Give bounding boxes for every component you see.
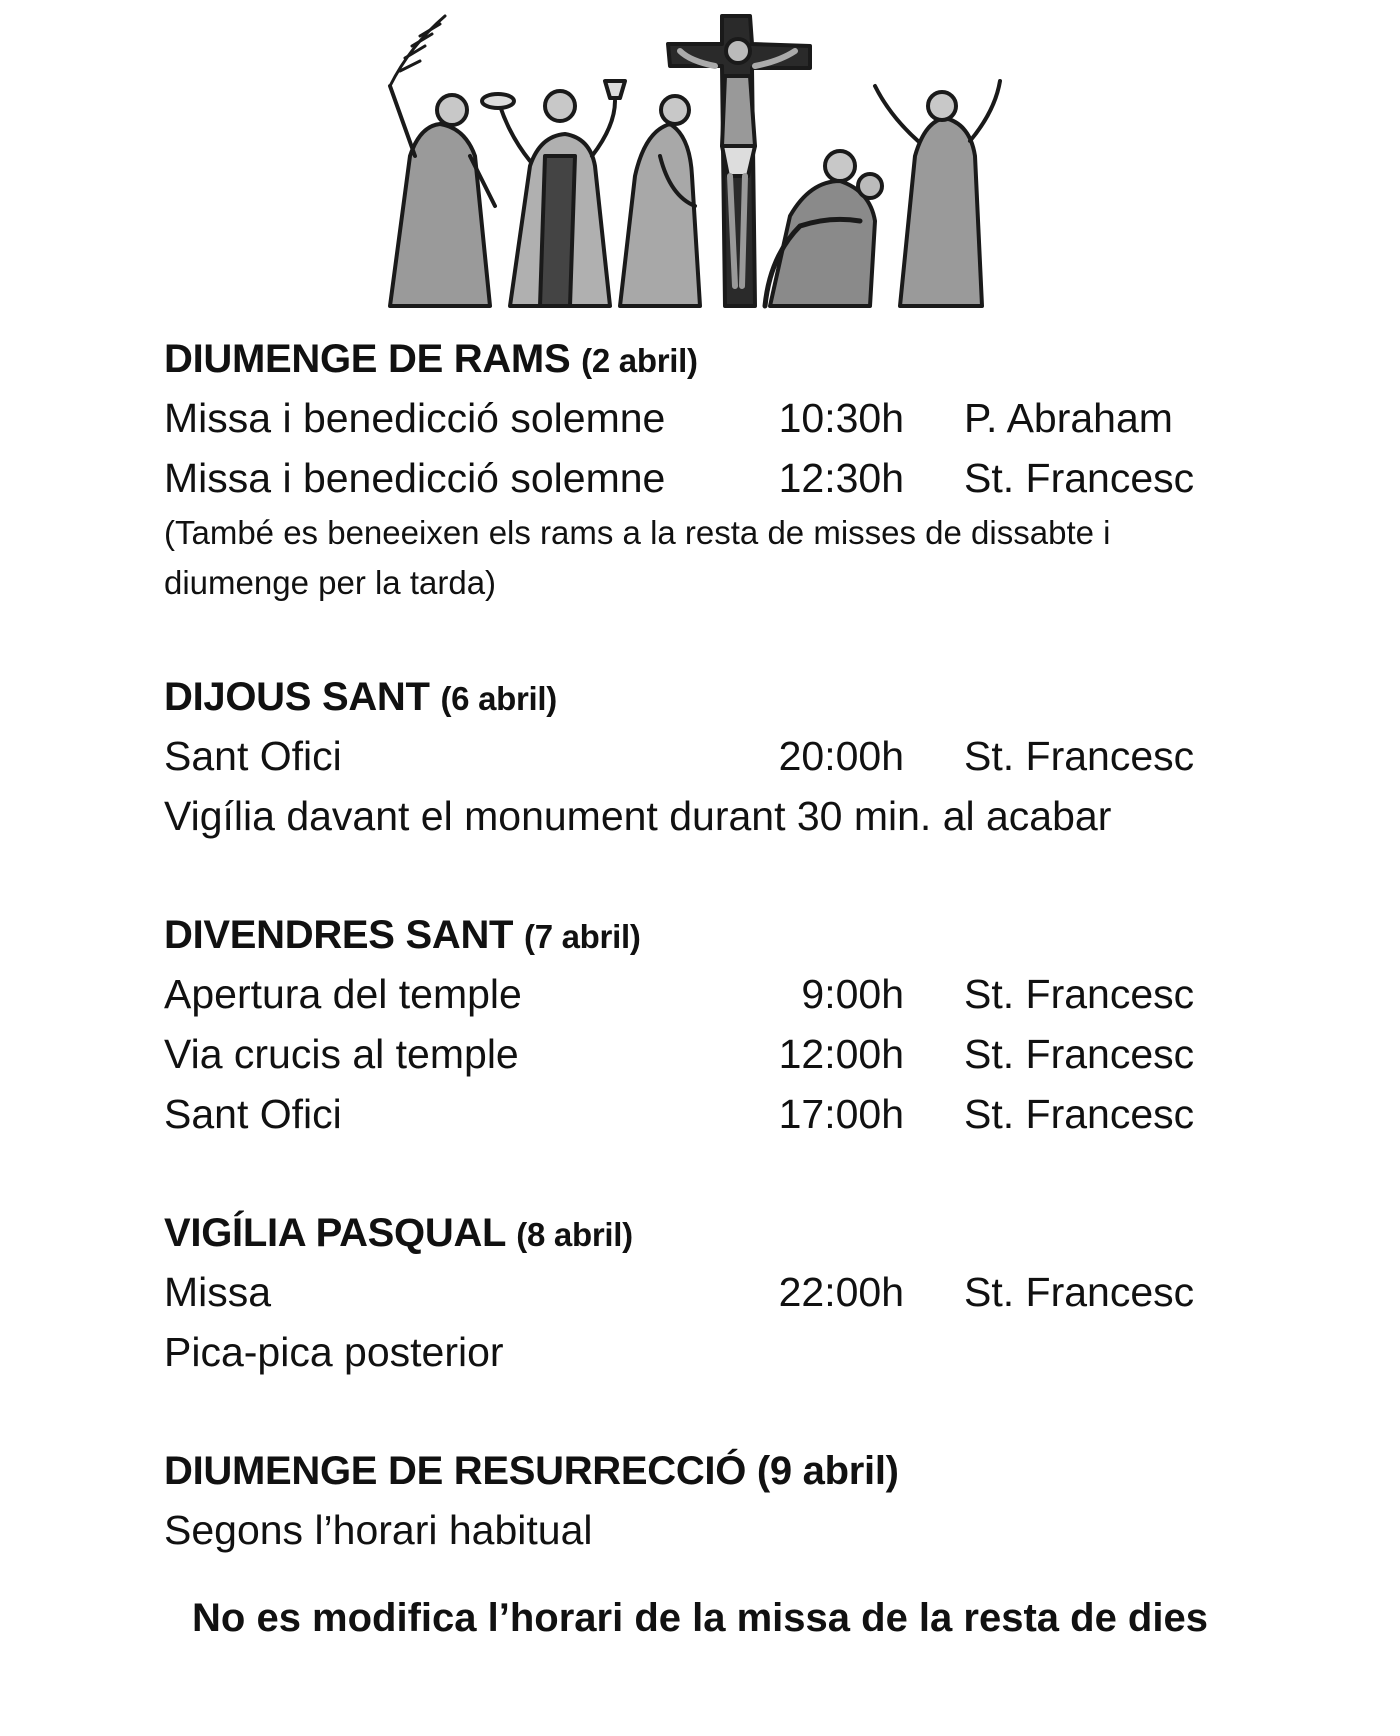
place: St. Francesc [964, 971, 1195, 1017]
section-extra: Vigília davant el monument durant 30 min. al acabar [164, 793, 1112, 839]
schedule-row [164, 448, 1264, 508]
section-date: (9 abril) [756, 1449, 899, 1493]
section-vigilia-pasqual [164, 1204, 1264, 1382]
section-extra: Segons l’horari habitual [164, 1507, 593, 1553]
section-date: (2 abril) [581, 342, 698, 379]
schedule-row [164, 726, 1264, 786]
time: 10:30h [778, 395, 904, 441]
time: 20:00h [778, 733, 904, 779]
time: 9:00h [801, 971, 904, 1017]
activity: Missa i benedicció solemne [164, 455, 666, 501]
time: 12:00h [778, 1031, 904, 1077]
schedule-row [164, 1024, 1264, 1084]
section-heading [164, 330, 1264, 388]
section-title: DIUMENGE DE RESURRECCIÓ [164, 1449, 747, 1493]
activity: Apertura del temple [164, 971, 522, 1017]
section-title: DIJOUS SANT [164, 675, 430, 719]
place: St. Francesc [964, 1269, 1195, 1315]
section-extra: Pica-pica posterior [164, 1329, 504, 1375]
place: St. Francesc [964, 1031, 1195, 1077]
section-heading [164, 668, 1264, 726]
schedule-row [164, 964, 1264, 1024]
activity: Via crucis al temple [164, 1031, 519, 1077]
section-title: VIGÍLIA PASQUAL [164, 1211, 506, 1255]
place: P. Abraham [964, 395, 1173, 441]
time: 22:00h [778, 1269, 904, 1315]
section-divendres-sant [164, 906, 1264, 1144]
section-diumenge-de-resurreccio [164, 1442, 1264, 1560]
place: St. Francesc [964, 455, 1195, 501]
section-diumenge-de-rams [164, 330, 1264, 608]
holy-week-figures-cross-illustration [370, 6, 1030, 326]
section-heading [164, 1204, 1264, 1262]
section-heading [164, 1442, 1264, 1500]
section-title: DIVENDRES SANT [164, 913, 514, 957]
footer-note: No es modifica l’horari de la missa de la resta de dies [192, 1596, 1208, 1640]
schedule-row [164, 1262, 1264, 1322]
schedule-row [164, 1084, 1264, 1144]
section-note: (També es beneeixen els rams a la resta de misses de dissabte i diumenge per la tarda) [164, 514, 1111, 601]
time: 17:00h [778, 1091, 904, 1137]
place: St. Francesc [964, 1091, 1195, 1137]
section-date: (8 abril) [516, 1216, 633, 1253]
place: St. Francesc [964, 733, 1195, 779]
section-dijous-sant [164, 668, 1264, 846]
schedule-row [164, 388, 1264, 448]
section-heading [164, 906, 1264, 964]
schedule [164, 330, 1264, 1620]
section-date: (7 abril) [524, 918, 641, 955]
activity: Sant Ofici [164, 733, 342, 779]
section-title: DIUMENGE DE RAMS [164, 337, 571, 381]
section-date: (6 abril) [440, 680, 557, 717]
activity: Missa i benedicció solemne [164, 395, 666, 441]
activity: Missa [164, 1269, 272, 1315]
activity: Sant Ofici [164, 1091, 342, 1137]
time: 12:30h [778, 455, 904, 501]
